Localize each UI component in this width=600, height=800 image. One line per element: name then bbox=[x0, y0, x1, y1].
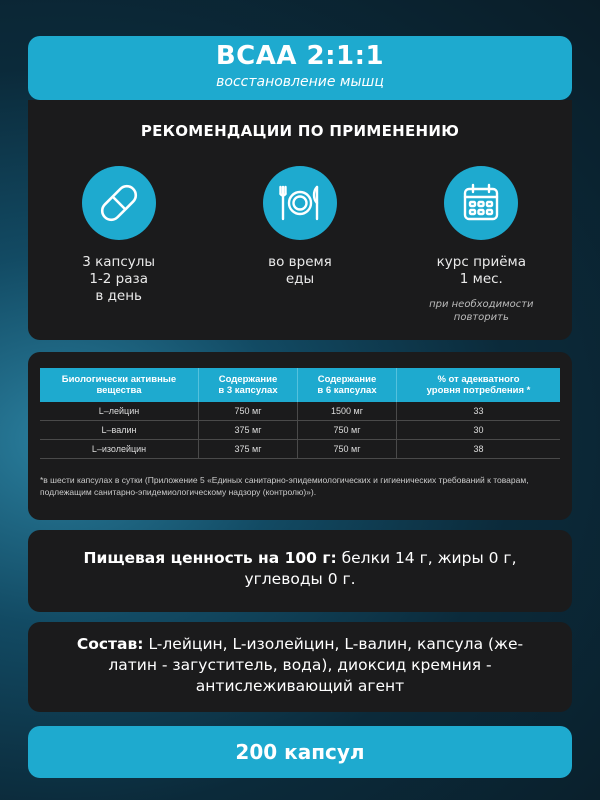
course-line: курс приёма bbox=[436, 254, 526, 270]
table-header-substance: Биологически активные вещества bbox=[40, 368, 199, 402]
composition-text: латин - загуститель, вода), диоксид кремния - bbox=[108, 656, 492, 674]
nutrient-table-panel bbox=[28, 352, 572, 520]
composition-text: L-лейцин, L-изолейцин, L-валин, капсула (же- bbox=[143, 635, 524, 653]
calendar-icon bbox=[444, 166, 518, 240]
recommendations-panel bbox=[28, 100, 572, 340]
capsule-count-banner bbox=[28, 726, 572, 778]
table-cell: L–изолейцин bbox=[40, 440, 199, 459]
product-title: BCAA 2:1:1 bbox=[215, 41, 385, 71]
dosage-line: 1-2 раза bbox=[89, 271, 148, 287]
timing-line: во время bbox=[268, 254, 332, 270]
nutrition-values: белки 14 г, жиры 0 г, bbox=[336, 549, 517, 567]
table-cell: 750 мг bbox=[298, 421, 397, 440]
table-cell: 1500 мг bbox=[298, 402, 397, 421]
nutrient-table bbox=[40, 368, 560, 459]
course-note: при необходимости bbox=[429, 299, 534, 310]
table-header-row bbox=[40, 368, 560, 402]
table-cell: 750 мг bbox=[298, 440, 397, 459]
table-footnote: *в шести капсулах в сутки (Приложение 5 «Единых санитарно-эпидемиологических и гигиенических требований к товарам, подлежащим санитарно-эпидемиологическому надзору (контролю)»). bbox=[40, 475, 529, 497]
table-row bbox=[40, 440, 560, 459]
header-banner bbox=[28, 36, 572, 100]
composition-text: антислеживающий агент bbox=[195, 677, 405, 695]
plate-cutlery-icon bbox=[263, 166, 337, 240]
table-header-3-capsules: Содержание в 3 капсулах bbox=[199, 368, 298, 402]
capsule-count: 200 капсул bbox=[235, 740, 365, 764]
product-subtitle: восстановление мышц bbox=[216, 74, 384, 90]
composition-label: Состав: bbox=[76, 635, 144, 653]
table-cell: 38 bbox=[397, 440, 561, 459]
dosage-line: в день bbox=[95, 288, 142, 304]
recommendation-course bbox=[391, 166, 572, 324]
course-note: повторить bbox=[453, 312, 509, 323]
table-cell: 30 bbox=[397, 421, 561, 440]
recommendations-title: РЕКОМЕНДАЦИИ ПО ПРИМЕНЕНИЮ bbox=[140, 122, 460, 140]
table-row bbox=[40, 421, 560, 440]
course-line: 1 мес. bbox=[459, 271, 503, 287]
table-header-6-capsules: Содержание в 6 капсулах bbox=[298, 368, 397, 402]
capsule-icon bbox=[82, 166, 156, 240]
table-cell: L–валин bbox=[40, 421, 199, 440]
table-cell: 33 bbox=[397, 402, 561, 421]
nutrition-values: углеводы 0 г. bbox=[244, 570, 356, 588]
recommendation-dosage bbox=[28, 166, 209, 324]
composition-panel bbox=[28, 622, 572, 712]
dosage-line: 3 капсулы bbox=[82, 254, 156, 270]
recommendation-timing bbox=[209, 166, 390, 324]
nutrition-panel bbox=[28, 530, 572, 612]
table-header-percent: % от адекватного уровня потребления * bbox=[397, 368, 561, 402]
table-cell: 375 мг bbox=[199, 440, 298, 459]
table-row bbox=[40, 402, 560, 421]
table-cell: L–лейцин bbox=[40, 402, 199, 421]
nutrition-label: Пищевая ценность на 100 г: bbox=[83, 549, 337, 567]
table-cell: 750 мг bbox=[199, 402, 298, 421]
timing-line: еды bbox=[285, 271, 315, 287]
table-cell: 375 мг bbox=[199, 421, 298, 440]
